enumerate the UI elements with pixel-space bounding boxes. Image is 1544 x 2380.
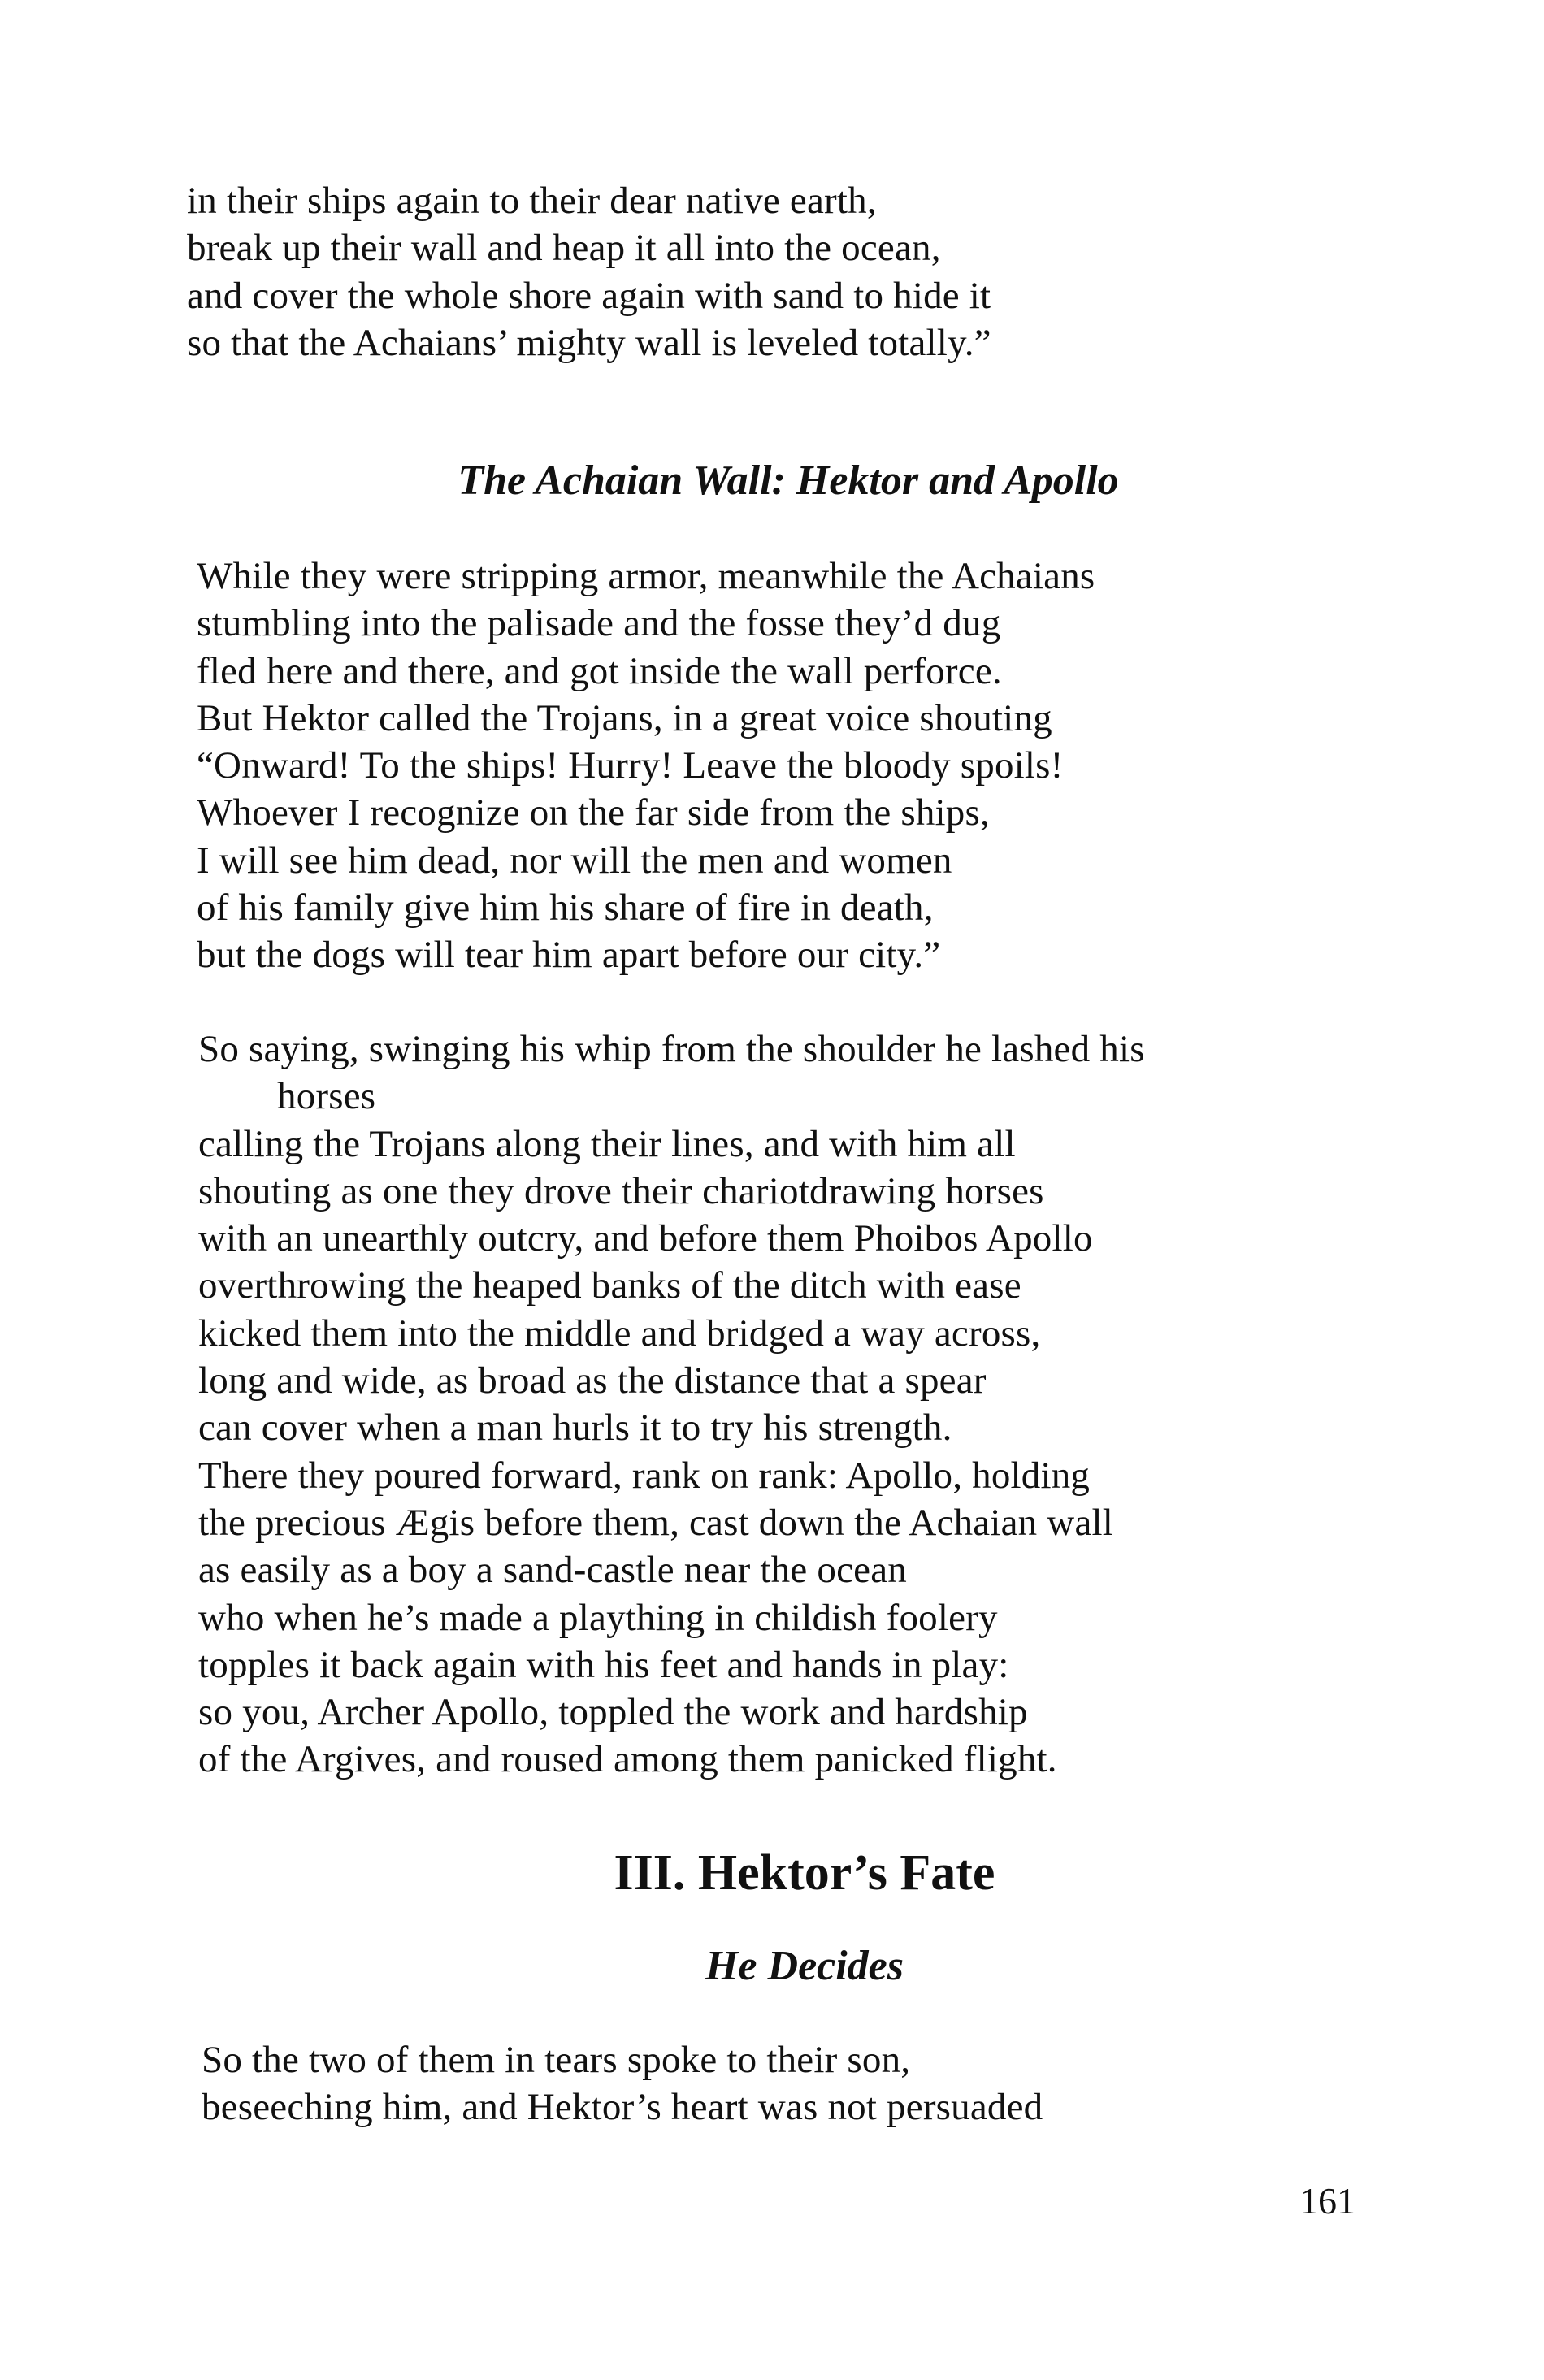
verse-line: While they were stripping armor, meanwhile the Achaians [197, 555, 1095, 597]
verse-line: but the dogs will tear him apart before our city.” [197, 934, 941, 977]
verse-block-apollo-wall [198, 1025, 1145, 1784]
page-number: 161 [1299, 2180, 1355, 2222]
verse-line: can cover when a man hurls it to try his strength. [198, 1407, 952, 1450]
verse-line: who when he’s made a plaything in childish foolery [198, 1596, 998, 1639]
verse-line: There they poured forward, rank on rank: Apollo, holding [198, 1454, 1091, 1497]
verse-line: stumbling into the palisade and the fosse they’d dug [197, 602, 1001, 645]
verse-line: the precious Ægis before them, cast down the Achaian wall [198, 1501, 1114, 1544]
verse-line: But Hektor called the Trojans, in a great voice shouting [197, 696, 1052, 739]
verse-line: so that the Achaians’ mighty wall is leveled totally.” [187, 321, 991, 364]
verse-line: shouting as one they drove their chariotdrawing horses [198, 1169, 1044, 1212]
verse-line: with an unearthly outcry, and before them Phoibos Apollo [198, 1217, 1093, 1260]
verse-line: topples it back again with his feet and hands in play: [198, 1643, 1009, 1686]
verse-line: in their ships again to their dear native earth, [187, 180, 877, 222]
verse-line-continuation: horses [277, 1075, 376, 1118]
verse-line: So saying, swinging his whip from the shoulder he lashed his [198, 1028, 1145, 1070]
verse-line: overthrowing the heaped banks of the ditch with ease [198, 1264, 1021, 1307]
verse-line: beseeching him, and Hektor’s heart was not persuaded [202, 2086, 1043, 2129]
verse-line: and cover the whole shore again with sand to hide it [187, 274, 991, 317]
verse-block-opening [187, 177, 991, 366]
verse-line: “Onward! To the ships! Hurry! Leave the bloody spoils! [197, 744, 1064, 787]
verse-line: of the Argives, and roused among them panicked flight. [198, 1738, 1057, 1781]
verse-line: I will see him dead, nor will the men and women [197, 839, 952, 882]
verse-line: so you, Archer Apollo, toppled the work and hardship [198, 1691, 1028, 1734]
verse-line: calling the Trojans along their lines, and with him all [198, 1122, 1016, 1165]
verse-block-hektor-call [197, 553, 1095, 979]
verse-line: Whoever I recognize on the far side from the ships, [197, 791, 990, 835]
verse-line: break up their wall and heap it all into the ocean, [187, 227, 941, 270]
verse-line: of his family give him his share of fire in death, [197, 887, 934, 930]
verse-line: kicked them into the middle and bridged a way across, [198, 1311, 1041, 1355]
section-title: He Decides [705, 1943, 904, 1989]
verse-line: fled here and there, and got inside the wall perforce. [197, 649, 1002, 692]
section-title: The Achaian Wall: Hektor and Apollo [458, 457, 1119, 504]
verse-line: long and wide, as broad as the distance that a spear [198, 1359, 987, 1402]
verse-block-decision [202, 2036, 1043, 2131]
verse-line: So the two of them in tears spoke to their son, [202, 2039, 911, 2081]
verse-line: as easily as a boy a sand-castle near the ocean [198, 1549, 907, 1592]
chapter-title: III. Hektor’s Fate [614, 1845, 995, 1901]
